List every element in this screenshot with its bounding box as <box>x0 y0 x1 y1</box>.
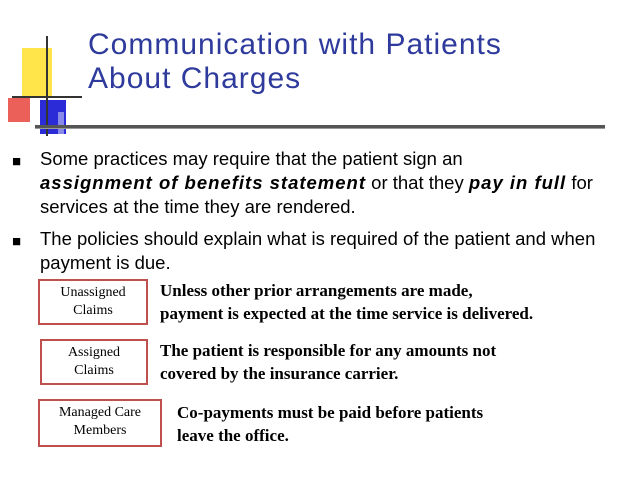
decor-horizontal-line <box>12 96 82 98</box>
assigned-label-line-2: Claims <box>74 363 114 378</box>
unassigned-claims-description <box>160 279 630 325</box>
decor-blue-thin <box>58 112 64 134</box>
assigned-desc-line-2: covered by the insurance carrier. <box>160 364 399 383</box>
unassigned-label-line-2: Claims <box>73 303 113 318</box>
title-divider <box>35 125 605 129</box>
bullet-1-part-a: Some practices may require that the patient sign an <box>40 148 463 169</box>
managed-care-members-label <box>38 399 162 447</box>
managed-care-desc-line-2: leave the office. <box>177 426 289 445</box>
square-bullet-icon: ■ <box>12 233 22 250</box>
bullet-1-part-b: or that they <box>366 172 469 193</box>
square-bullet-icon: ■ <box>12 153 22 170</box>
managed-care-label-line-2: Members <box>73 423 127 438</box>
unassigned-desc-line-2: payment is expected at the time service is delivered. <box>160 304 534 323</box>
bullet-2-text: The policies should explain what is required of the patient and when payment is due. <box>40 228 596 273</box>
assigned-claims-description <box>160 339 630 385</box>
decor-red-square <box>8 98 30 122</box>
unassigned-desc-line-1: Unless other prior arrangements are made, <box>160 281 473 300</box>
assigned-label-line-1: Assigned <box>67 345 121 360</box>
bullet-1-emphasis-b: pay in full <box>468 172 567 193</box>
bullet-2 <box>12 227 622 275</box>
title-line-1: Communication with Patients <box>88 28 502 61</box>
bullet-1-emphasis-a: assignment of benefits statement <box>40 172 367 193</box>
unassigned-claims-label <box>38 279 148 325</box>
bullet-1 <box>12 147 622 219</box>
bullet-1-text <box>40 147 630 219</box>
managed-care-desc-line-1: Co-payments must be paid before patients <box>177 403 484 422</box>
unassigned-label-line-1: Unassigned <box>60 285 126 300</box>
assigned-claims-label <box>40 339 148 385</box>
title-line-2: About Charges <box>88 62 302 95</box>
managed-care-label-line-1: Managed Care <box>58 405 142 420</box>
title-decoration <box>0 0 90 140</box>
bullet-1-part-c: for services at the time they are rendered. <box>40 172 593 217</box>
managed-care-members-description <box>177 401 617 447</box>
decor-vertical-line <box>46 36 48 136</box>
slide-title <box>88 28 608 96</box>
assigned-desc-line-1: The patient is responsible for any amounts not <box>160 341 497 360</box>
